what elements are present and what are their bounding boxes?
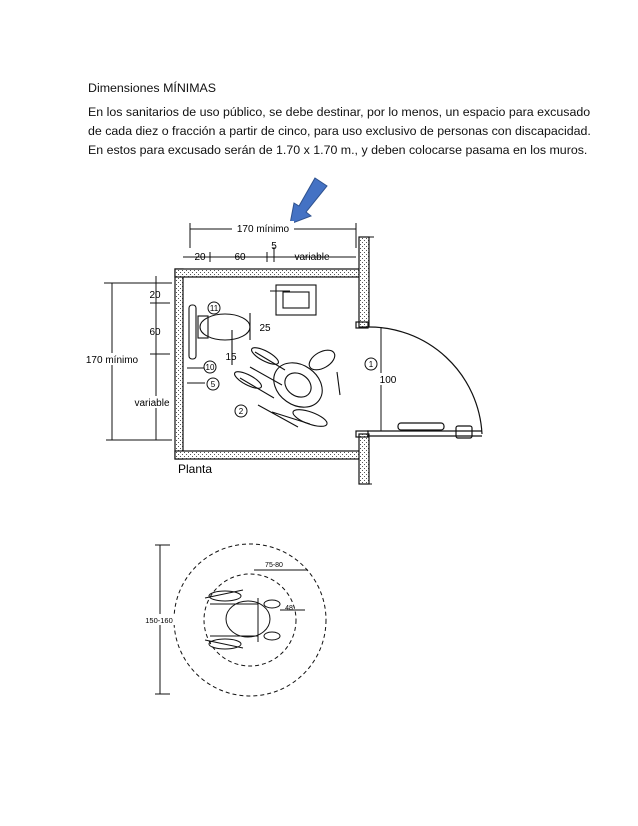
left-dim-60: 60 xyxy=(149,327,161,338)
dim-variable-top: variable xyxy=(294,252,330,263)
walls xyxy=(175,237,369,484)
document-heading: Dimensiones MÍNIMAS xyxy=(88,81,217,95)
marker-2 xyxy=(235,405,247,417)
turning-circle-diagram xyxy=(155,544,326,696)
dim-48: 48 xyxy=(285,605,293,612)
dim-25: 25 xyxy=(259,323,271,334)
dim-20-top: 20 xyxy=(194,252,206,263)
left-dim-variable: variable xyxy=(134,398,170,409)
left-dim-total: 170 mínimo xyxy=(85,355,139,366)
marker-11 xyxy=(208,302,220,314)
top-dimension-label: 170 mínimo xyxy=(236,224,290,235)
pointer-arrow xyxy=(290,178,327,224)
dim-100: 100 xyxy=(379,375,397,386)
paragraph-line: de cada diez o fracción a partir de cinco, para uso exclusivo de personas con discapacidad. xyxy=(88,124,591,138)
dim-5-top: 5 xyxy=(271,241,277,252)
svg-text:1: 1 xyxy=(368,360,374,369)
left-dim-20: 20 xyxy=(149,290,161,301)
dim-150-160: 150-160 xyxy=(145,616,173,625)
wheelchair-icon xyxy=(232,345,340,430)
plan-caption: Planta xyxy=(178,462,213,476)
dim-75-80: 75-80 xyxy=(265,562,283,569)
marker-1 xyxy=(365,358,377,370)
paragraph-line: En los sanitarios de uso público, se debe destinar, por lo menos, un espacio para excusado xyxy=(88,105,591,119)
marker-5 xyxy=(207,378,219,390)
door-swing xyxy=(356,322,482,438)
svg-text:11: 11 xyxy=(209,304,219,313)
paragraph-line: En estos para excusado serán de 1.70 x 1.70 m., y deben colocarse pasama en los muros. xyxy=(88,143,588,157)
svg-text:5: 5 xyxy=(210,380,216,389)
dim-15: 15 xyxy=(225,352,237,363)
marker-10 xyxy=(204,361,216,373)
dim-60-top: 60 xyxy=(234,252,246,263)
svg-text:2: 2 xyxy=(238,407,244,416)
svg-text:10: 10 xyxy=(205,363,215,372)
